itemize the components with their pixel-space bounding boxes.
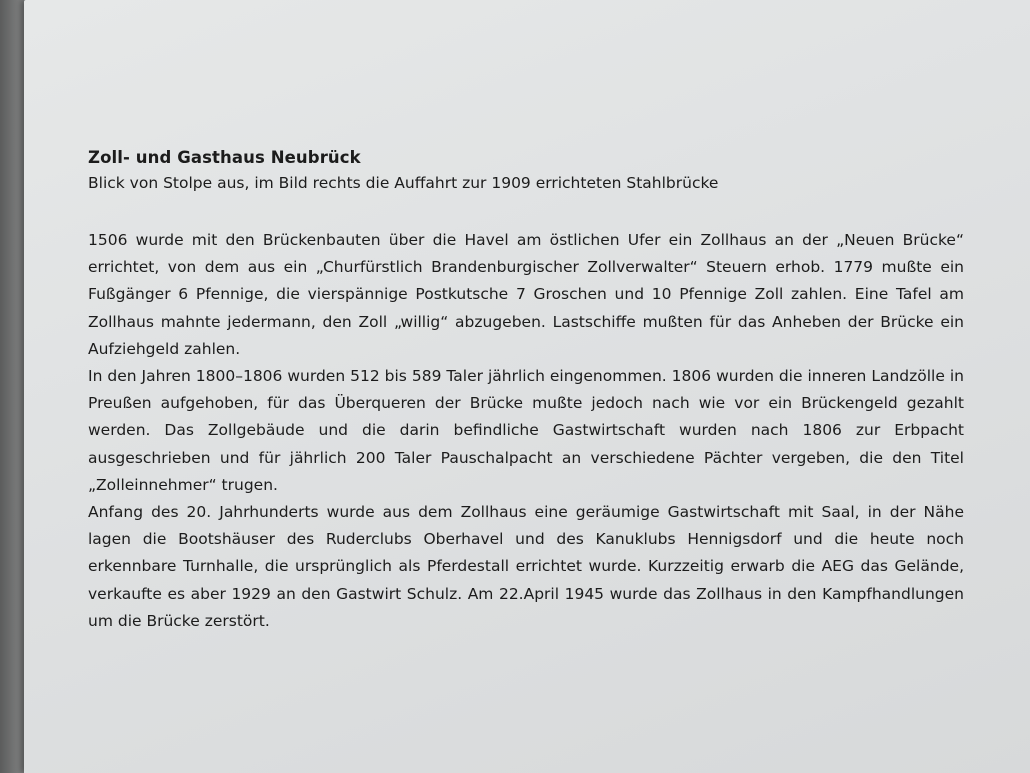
paragraph-history-20th-century: Anfang des 20. Jahrhunderts wurde aus dem Zollhaus eine geräumige Gastwirtschaft mit Saal, in der Nähe lagen die Bootshäuser des Ruderclubs Oberhavel und des Kanuklubs Hennigsdorf und die heute noch erkennbare Turnhalle, die ursprünglich als Pferdestall errichtet wurde. Kurzzeitig erwarb die AEG das Gelände, verkaufte es aber 1929 an den Gastwirt Schulz. Am 22.April 1945 wurde das Zollhaus in den Kampfhandlungen um die Brücke zerstört.	[88, 503, 964, 630]
paragraph-history-1506: 1506 wurde mit den Brückenbauten über die Havel am östlichen Ufer ein Zollhaus an der „Neuen Brücke“ errichtet, von dem aus ein „Churfürstlich Brandenburgischer Zollverwalter“ Steuern erhob. 1779 mußte ein Fußgänger 6 Pfennige, die vierspännige Postkutsche 7 Groschen und 10 Pfennige Zoll zahlen. Eine Tafel am Zollhaus mahnte jedermann, den Zoll „willig“ abzugeben. Lastschiffe mußten für das Anheben der Brücke ein Aufziehgeld zahlen.	[88, 231, 964, 358]
document-title: Zoll- und Gasthaus Neubrück	[88, 148, 361, 167]
paragraph-history-1800: In den Jahren 1800–1806 wurden 512 bis 589 Taler jährlich eingenommen. 1806 wurden die inneren Landzölle in Preußen aufgehoben, für das Überqueren der Brücke mußte jedoch nach wie vor ein Brückengeld gezahlt werden. Das Zollgebäude und die darin befindliche Gastwirtschaft wurden nach 1806 zur Erbpacht ausgeschrieben und für jährlich 200 Taler Pauschalpacht an verschiedene Pächter vergeben, die den Titel „Zolleinnehmer“ trugen.	[88, 367, 964, 494]
text-block	[88, 146, 964, 635]
document-subtitle: Blick von Stolpe aus, im Bild rechts die Auffahrt zur 1909 errichteten Stahlbrücke	[88, 174, 719, 192]
